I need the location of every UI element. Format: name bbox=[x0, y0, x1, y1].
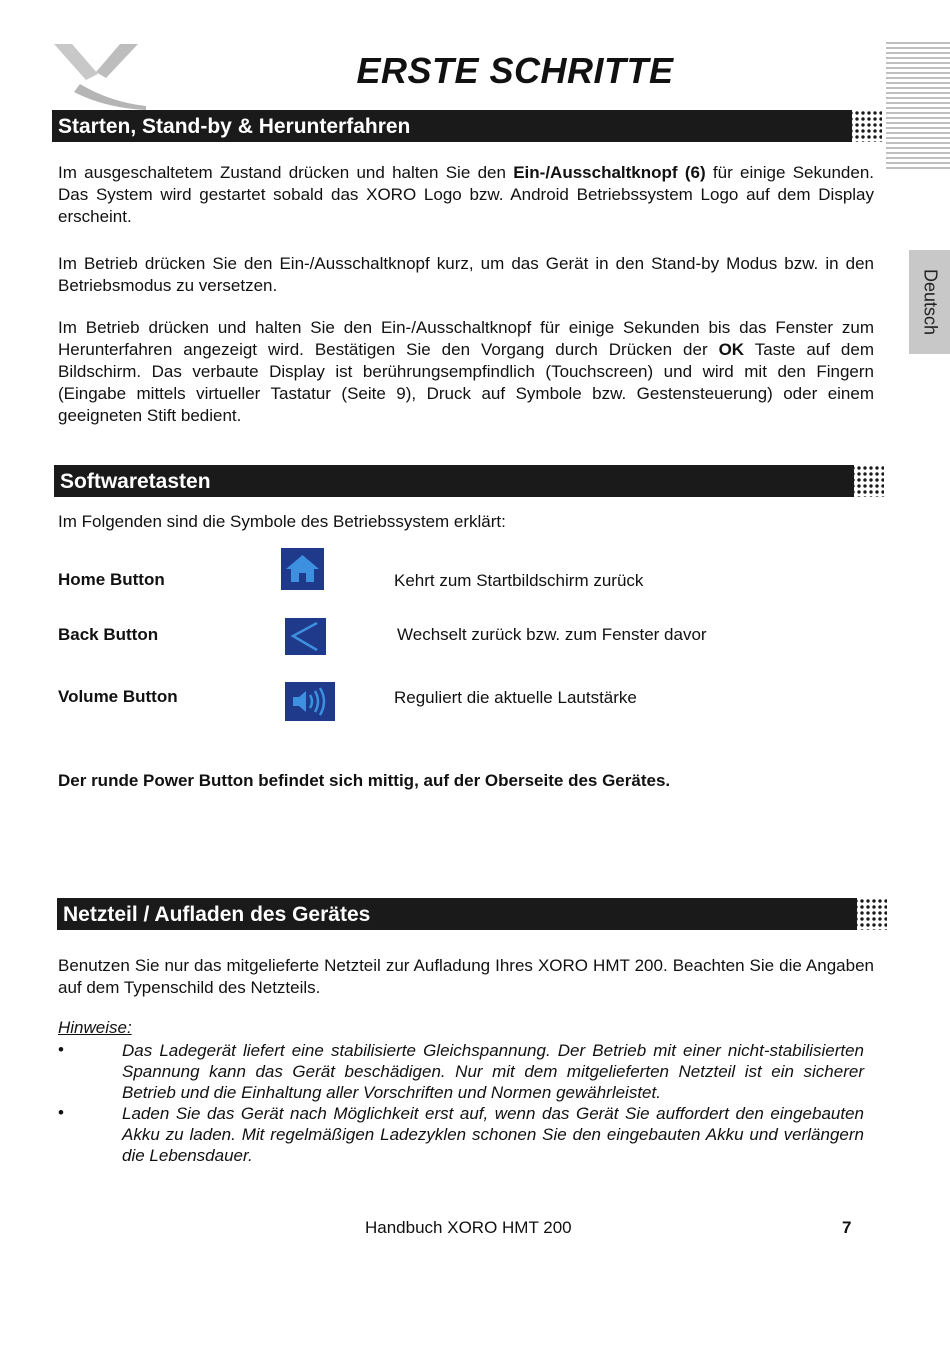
page-title: ERSTE SCHRITTE bbox=[356, 50, 674, 91]
hint-item: Laden Sie das Gerät nach Möglichkeit erst auf, wenn das Gerät Sie auffordert den eingebauten Akku zu laden. Mit regelmäßigen Ladezyklen schonen Sie den eingebauten Akku und verlängern die Lebensdauer. bbox=[122, 1104, 864, 1165]
xoro-logo bbox=[50, 40, 150, 110]
power-button-note: Der runde Power Button befindet sich mittig, auf der Oberseite des Gerätes. bbox=[58, 771, 671, 790]
decorative-stripes bbox=[886, 42, 950, 172]
home-icon bbox=[281, 548, 324, 590]
start-paragraph-1: Im ausgeschaltetem Zustand drücken und halten Sie den Ein-/Ausschaltknopf (6) für einige Sekunden. Das System wird gestartet sobald das XORO Logo bzw. Android Betriebssystem Logo auf dem Display erscheint. bbox=[58, 163, 874, 226]
section-header-charger bbox=[57, 898, 857, 930]
start-paragraph-2: Im Betrieb drücken Sie den Ein-/Ausschaltknopf kurz, um das Gerät in den Stand-by Modus bzw. in den Betriebsmodus zu versetzen. bbox=[58, 254, 874, 295]
page-number: 7 bbox=[842, 1218, 852, 1237]
charger-paragraph: Benutzen Sie nur das mitgelieferte Netzteil zur Aufladung Ihres XORO HMT 200. Beachten Sie die Angaben auf dem Typenschild des Netzteils. bbox=[58, 956, 874, 997]
volume-icon bbox=[285, 682, 335, 721]
start-paragraph-3: Im Betrieb drücken und halten Sie den Ein-/Ausschaltknopf für einige Sekunden bis das Fenster zum Herunterfahren angezeigt wird. Bestätigen Sie den Vorgang durch Drücken der OK Taste auf dem Bildschirm. Das verbaute Display ist berührungsempfindlich (Touchscreen) und wird mit den Fingern (Eingabe mittels virtueller Tastatur (Seite 9), Druck auf Symbole bzw. Gestensteuerung) oder einem geeigneten Stift bedient. bbox=[58, 318, 874, 425]
software-intro: Im Folgenden sind die Symbole des Betriebssystem erklärt: bbox=[58, 512, 506, 531]
back-button-description: Wechselt zurück bzw. zum Fenster davor bbox=[397, 625, 707, 644]
section-bar-dots bbox=[814, 465, 884, 497]
section-header-software bbox=[54, 465, 854, 497]
bullet-marker: • bbox=[58, 1040, 64, 1059]
hint-item: Das Ladegerät liefert eine stabilisierte Gleichspannung. Der Betrieb mit einer nicht-stabilisierten Spannung kann das Gerät beschädigen. Nur mit dem mitgelieferten Netzteil ist ein sicherer Betrieb und die Einhaltung aller Vorschriften und Normen gewährleistet. bbox=[122, 1041, 864, 1102]
language-tab bbox=[909, 250, 950, 354]
section-title: Starten, Stand-by & Herunterfahren bbox=[58, 115, 411, 138]
section-header-start bbox=[52, 110, 852, 142]
bullet-marker: • bbox=[58, 1103, 64, 1122]
back-button-label: Back Button bbox=[58, 625, 159, 644]
home-button-description: Kehrt zum Startbildschirm zurück bbox=[394, 571, 644, 590]
hints-label: Hinweise: bbox=[58, 1018, 132, 1037]
volume-button-label: Volume Button bbox=[58, 687, 178, 706]
language-tab-label: Deutsch bbox=[920, 268, 940, 336]
section-bar-dots bbox=[817, 898, 887, 930]
home-button-label: Home Button bbox=[58, 570, 165, 589]
section-bar-dots bbox=[812, 110, 882, 142]
back-icon bbox=[285, 618, 326, 655]
section-title: Softwaretasten bbox=[60, 470, 211, 493]
footer-text: Handbuch XORO HMT 200 bbox=[365, 1218, 572, 1237]
section-title: Netzteil / Aufladen des Gerätes bbox=[63, 903, 371, 926]
volume-button-description: Reguliert die aktuelle Lautstärke bbox=[394, 688, 637, 707]
